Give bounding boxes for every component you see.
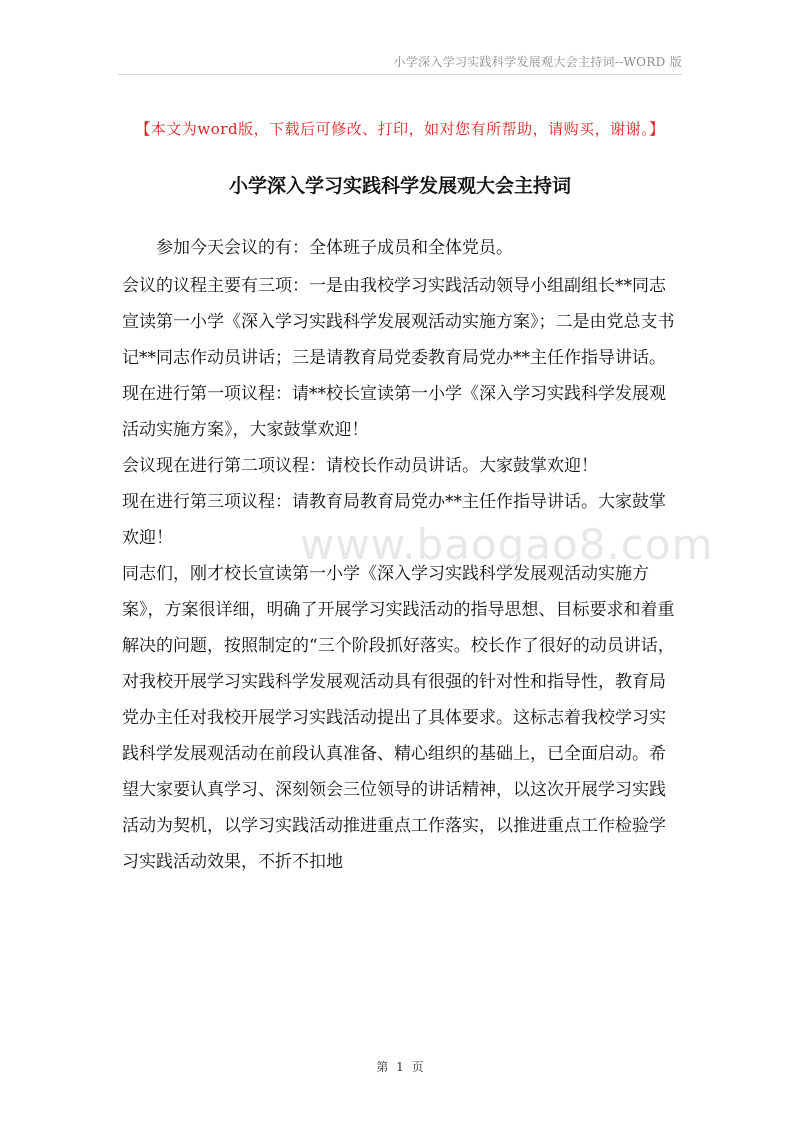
page-label-suffix: 页 xyxy=(411,1060,424,1074)
paragraph-summary: 同志们，刚才校长宣读第一小学《深入学习实践科学发展观活动实施方案》，方案很详细，明确了开展学习实践活动的指导思想、目标要求和着重解决的问题，按照制定的“三个阶段抓好落实。校长作了很好的动员讲话，对我校开展学习实践科学发展观活动具有很强的针对性和指导性，教育局党办主任对我校开展学习实践活动提出了具体要求。这标志着我校学习实践科学发展观活动在前段认真准备、精心组织的基础上，已全面启动。希望大家要认真学习、深刻领会三位领导的讲话精神，以这次开展学习实践活动为契机，以学习实践活动推进重点工作落实，以推进重点工作检验学习实践活动效果，不折不扣地 xyxy=(122,564,675,872)
header-divider xyxy=(118,74,682,75)
page-footer xyxy=(0,1058,800,1075)
document-title: 小学深入学习实践科学发展观大会主持词 xyxy=(228,175,571,197)
page-label-prefix: 第 xyxy=(376,1060,389,1074)
paragraph-agenda: 会议的议程主要有三项：一是由我校学习实践活动领导小组副组长**同志宣读第一小学《深入学习实践科学发展观活动实施方案》；二是由党总支书记**同志作动员讲话；三是请教育局党委教育局党办**主任作指导讲话。 xyxy=(122,276,675,368)
paragraph-item-2: 会议现在进行第二项议程：请校长作动员讲话。大家鼓掌欢迎！ xyxy=(122,456,598,476)
purchase-notice: 【本文为word版，下载后可修改、打印，如对您有所帮助，请购买，谢谢。】 xyxy=(135,120,665,138)
paragraph-item-3: 现在进行第三项议程：请教育局教育局党办**主任作指导讲话。大家鼓掌欢迎！ xyxy=(122,492,666,548)
paragraph-attendees: 参加今天会议的有：全体班子成员和全体党员。 xyxy=(156,238,513,258)
page-number: 1 xyxy=(396,1060,404,1074)
watermark: www.baogao8.com xyxy=(300,520,714,569)
running-header: 小学深入学习实践科学发展观大会主持词--WORD 版 xyxy=(393,55,682,69)
paragraph-item-1: 现在进行第一项议程：请**校长宣读第一小学《深入学习实践科学发展观活动实施方案》，大家鼓掌欢迎！ xyxy=(122,384,666,440)
